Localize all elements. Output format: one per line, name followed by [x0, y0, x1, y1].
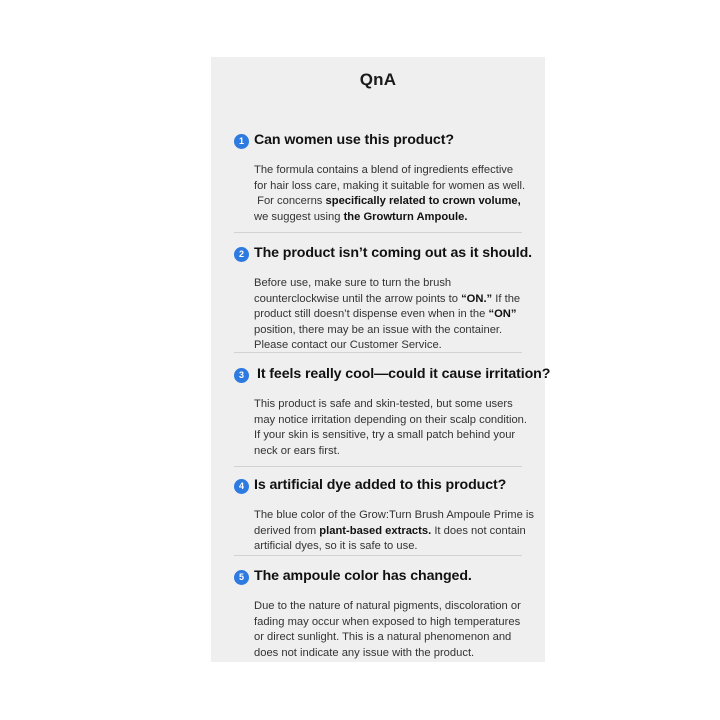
answer-run: counterclockwise until the arrow points to: [254, 292, 462, 305]
answer-line: [254, 210, 522, 226]
answer-text: [254, 508, 535, 555]
answer-run: position, there may be an issue with the container.: [254, 323, 503, 336]
answer-run: for hair loss care, making it suitable for women as well.: [254, 179, 526, 192]
answer-run: Due to the nature of natural pigments, discoloration or: [254, 600, 521, 612]
answer-line: [254, 292, 522, 308]
answer-run: Before use, make sure to turn the brush: [254, 277, 452, 289]
answer-line: [254, 179, 526, 195]
question-text: The product isn’t coming out as it should.: [254, 245, 532, 261]
answer-line: [254, 444, 522, 460]
answer-run: The formula contains a blend of ingredients effective: [254, 164, 514, 176]
answer-run: fading may occur when exposed to high temperatures: [254, 615, 521, 628]
answer-line: [254, 508, 535, 524]
answer-run: derived from: [254, 524, 320, 537]
answer-bold-text: plant-based extracts.: [319, 524, 432, 537]
question-text: The ampoule color has changed.: [254, 568, 472, 584]
qa-item-2: [234, 245, 532, 354]
answer-line: [254, 630, 522, 646]
answer-run: or direct sunlight. This is a natural phenomenon and: [254, 631, 512, 644]
answer-run: we suggest using: [254, 210, 344, 223]
answer-run: may notice irritation depending on their scalp condition.: [254, 413, 528, 426]
page-title: QnA: [359, 70, 397, 89]
answer-text: [254, 276, 522, 354]
number-badge: 4: [234, 479, 249, 494]
answer-line: [254, 276, 522, 292]
answer-run: For concerns: [254, 195, 326, 208]
divider: [234, 555, 522, 556]
answer-line: [254, 194, 522, 210]
qa-item-4: [234, 477, 535, 555]
question-text: It feels really cool—could it cause irritation?: [257, 366, 551, 382]
divider: [234, 352, 522, 353]
question-text: Can women use this product?: [254, 132, 454, 148]
answer-run: If your skin is sensitive, try a small patch behind your: [254, 429, 516, 442]
question-row: [234, 366, 551, 386]
answer-run: artificial dyes, so it is safe to use.: [254, 540, 418, 553]
answer-text: [254, 599, 522, 661]
answer-line: [254, 163, 522, 179]
answer-run: It does not contain: [431, 524, 526, 537]
question-row: [234, 568, 522, 588]
answer-run: does not indicate any issue with the product.: [254, 646, 475, 659]
answer-line: [254, 524, 526, 540]
qna-panel: [211, 57, 551, 662]
question-text: Is artificial dye added to this product?: [254, 477, 507, 493]
answer-text: [254, 397, 528, 459]
answer-bold-text: “ON.”: [461, 292, 493, 305]
qa-item-5: [234, 568, 522, 661]
divider: [234, 466, 522, 467]
divider: [234, 232, 522, 233]
answer-line: [254, 539, 522, 555]
answer-bold-text: specifically related to crown volume,: [325, 195, 521, 208]
answer-run: product still doesn’t dispense even when in the: [254, 308, 489, 321]
qa-item-3: [234, 366, 551, 459]
answer-line: [254, 599, 522, 615]
answer-line: [254, 397, 522, 413]
answer-bold-text: “ON”: [488, 308, 517, 321]
answer-line: [254, 428, 522, 444]
question-row: [234, 132, 522, 152]
question-row: [234, 245, 532, 265]
answer-bold-text: the Growturn Ampoule.: [343, 210, 468, 223]
question-row: [234, 477, 522, 497]
answer-line: [254, 413, 528, 429]
answer-run: If the: [492, 292, 521, 305]
number-badge: 3: [234, 368, 249, 383]
qa-item-1: [234, 132, 526, 225]
number-badge: 1: [234, 134, 249, 149]
answer-line: [254, 307, 522, 323]
answer-line: [254, 646, 522, 662]
answer-text: [254, 163, 526, 225]
answer-run: neck or ears first.: [254, 444, 340, 457]
answer-run: The blue color of the Grow:Turn Brush Ampoule Prime is: [254, 509, 535, 521]
answer-line: [254, 615, 522, 631]
number-badge: 2: [234, 247, 249, 262]
answer-run: Please contact our Customer Service.: [254, 339, 442, 352]
answer-line: [254, 323, 522, 339]
number-badge: 5: [234, 570, 249, 585]
answer-run: This product is safe and skin-tested, but some users: [254, 398, 513, 410]
